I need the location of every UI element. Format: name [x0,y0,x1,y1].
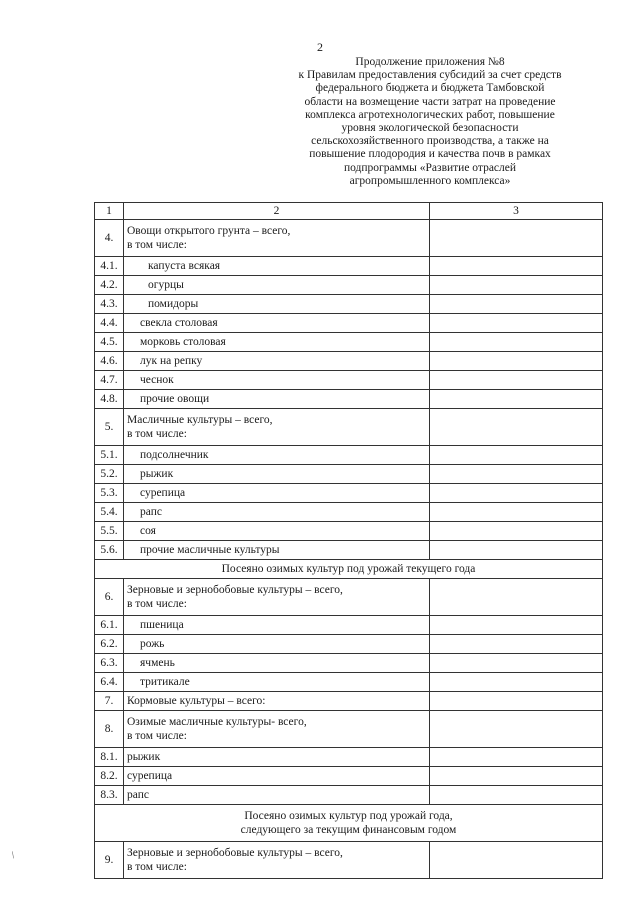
value-cell [430,579,603,616]
table-row [95,352,603,371]
row-number: 7. [95,692,124,711]
heading-line: агропромышленного комплекса» [349,174,511,187]
value-cell [430,616,603,635]
table-row [95,579,603,616]
table-row [95,541,603,560]
value-cell [430,220,603,257]
heading-line: области на возмещение части затрат на проведение [304,95,556,108]
section-row [95,560,603,579]
page-number: 2 [317,40,323,54]
value-cell [430,541,603,560]
section-title-line: следующего за текущим финансовым годом [240,824,457,836]
row-label: морковь столовая [124,333,430,352]
value-cell [430,465,603,484]
table-row [95,673,603,692]
value-cell [430,409,603,446]
appendix-heading [260,56,600,188]
row-number: 8.2. [95,767,124,786]
row-label-line: Зерновые и зернобобовые культуры – всего, [127,847,343,859]
table-row [95,220,603,257]
row-number: 5.4. [95,503,124,522]
margin-mark: / [9,850,18,861]
row-number: 6.1. [95,616,124,635]
row-number: 8.1. [95,748,124,767]
heading-line: к Правилам предоставления субсидий за счет средств [298,69,562,82]
value-cell [430,842,603,879]
value-cell [430,522,603,541]
table-row [95,465,603,484]
row-number: 4.4. [95,314,124,333]
row-label: сурепица [124,484,430,503]
table-row [95,842,603,879]
value-cell [430,257,603,276]
crops-table [94,202,603,879]
table-row [95,295,603,314]
row-label: Кормовые культуры – всего: [124,692,430,711]
table-row [95,503,603,522]
column-header-1: 1 [95,203,124,220]
row-label: лук на репку [124,352,430,371]
heading-line: комплекса агротехнологических работ, повышение [305,108,555,121]
table-row [95,786,603,805]
column-header-2: 2 [124,203,430,220]
value-cell [430,371,603,390]
row-number: 4.5. [95,333,124,352]
row-label: сурепица [124,767,430,786]
heading-line: сельскохозяйственного производства, а также на [311,135,549,148]
row-label: подсолнечник [124,446,430,465]
value-cell [430,503,603,522]
table-row [95,767,603,786]
row-label [124,842,430,879]
row-number: 9. [95,842,124,879]
section-row [95,805,603,842]
row-label: ячмень [124,654,430,673]
row-label-line: Масличные культуры – всего, [127,414,273,426]
row-number: 8. [95,711,124,748]
value-cell [430,692,603,711]
value-cell [430,767,603,786]
row-label: рыжик [124,465,430,484]
row-label: капуста всякая [124,257,430,276]
row-label-line: Овощи открытого грунта – всего, [127,225,291,237]
heading-line: Продолжение приложения №8 [355,56,505,68]
row-label-line: в том числе: [127,861,187,873]
value-cell [430,446,603,465]
table-row [95,446,603,465]
table-row [95,711,603,748]
value-cell [430,333,603,352]
section-title-line: Посеяно озимых культур под урожай года, [244,810,453,822]
table-row [95,692,603,711]
column-header-3: 3 [430,203,603,220]
table-header-row [95,203,603,220]
row-number: 4.6. [95,352,124,371]
heading-line: федерального бюджета и бюджета Тамбовской [315,82,545,95]
row-label: тритикале [124,673,430,692]
row-label-line: Озимые масличные культуры- всего, [127,716,307,728]
row-label-line: в том числе: [127,598,187,610]
value-cell [430,295,603,314]
table-row [95,616,603,635]
table-row [95,276,603,295]
row-number: 6.4. [95,673,124,692]
row-label-line: Зерновые и зернобобовые культуры – всего, [127,584,343,596]
row-label: огурцы [124,276,430,295]
heading-line: подпрограммы «Развитие отраслей [343,161,517,174]
table-row [95,635,603,654]
row-label: рапс [124,786,430,805]
row-label-line: в том числе: [127,239,187,251]
heading-line: повышение плодородия и качества почв в рамках [309,148,551,161]
row-label: прочие овощи [124,390,430,409]
row-label: помидоры [124,295,430,314]
table-row [95,654,603,673]
row-number: 5.3. [95,484,124,503]
value-cell [430,711,603,748]
row-number: 4. [95,220,124,257]
row-number: 4.3. [95,295,124,314]
table-row [95,333,603,352]
row-number: 5.6. [95,541,124,560]
row-label: соя [124,522,430,541]
table-row [95,390,603,409]
row-label [124,711,430,748]
row-label-line: в том числе: [127,730,187,742]
value-cell [430,484,603,503]
section-title: Посеяно озимых культур под урожай текущего года [95,560,603,579]
table-row [95,371,603,390]
row-number: 4.7. [95,371,124,390]
row-number: 8.3. [95,786,124,805]
value-cell [430,314,603,333]
row-label [124,409,430,446]
row-number: 4.2. [95,276,124,295]
value-cell [430,748,603,767]
value-cell [430,786,603,805]
row-number: 6. [95,579,124,616]
row-label-line: в том числе: [127,428,187,440]
value-cell [430,635,603,654]
table-row [95,257,603,276]
row-number: 5.1. [95,446,124,465]
row-number: 5.5. [95,522,124,541]
row-number: 5.2. [95,465,124,484]
row-number: 6.2. [95,635,124,654]
value-cell [430,390,603,409]
value-cell [430,654,603,673]
row-number: 6.3. [95,654,124,673]
value-cell [430,673,603,692]
row-label: рыжик [124,748,430,767]
row-label: рожь [124,635,430,654]
row-label: прочие масличные культуры [124,541,430,560]
table-row [95,522,603,541]
table-row [95,314,603,333]
row-number: 5. [95,409,124,446]
value-cell [430,276,603,295]
row-label: чеснок [124,371,430,390]
table-row [95,748,603,767]
table-row [95,409,603,446]
table-row [95,484,603,503]
row-label: рапс [124,503,430,522]
row-label [124,220,430,257]
row-label: свекла столовая [124,314,430,333]
section-title [95,805,603,842]
row-number: 4.1. [95,257,124,276]
value-cell [430,352,603,371]
row-number: 4.8. [95,390,124,409]
row-label [124,579,430,616]
heading-line: уровня экологической безопасности [341,122,519,135]
row-label: пшеница [124,616,430,635]
